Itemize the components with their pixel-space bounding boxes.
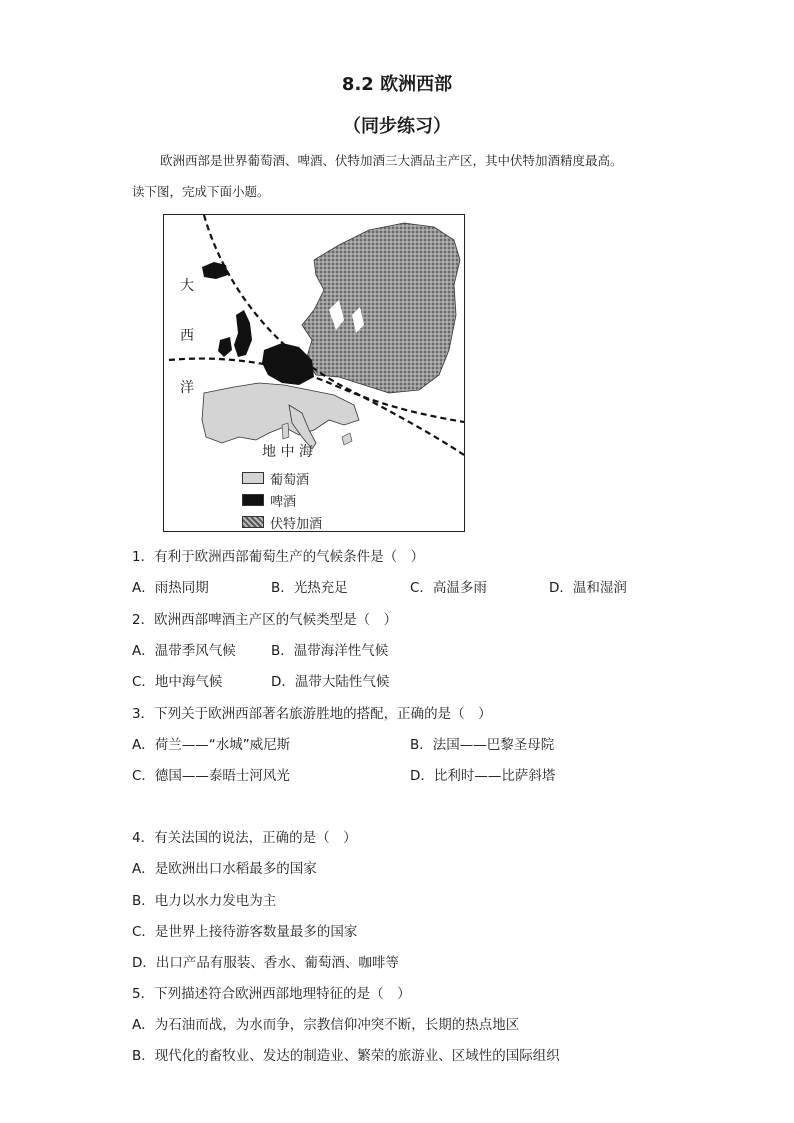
question-3-option-c: C．德国——泰晤士河风光	[132, 768, 290, 784]
question-4-option-b: B．电力以水力发电为主	[132, 893, 277, 909]
legend-swatch-wine	[242, 472, 264, 484]
question-2-stem: 2．欧洲西部啤酒主产区的气候类型是（ ）	[132, 612, 398, 628]
intro-line-2: 读下图，完成下面小题。	[132, 184, 270, 199]
question-2-option-c: C．地中海气候	[132, 674, 223, 690]
map-label-mediterranean: 地 中 海	[262, 444, 313, 460]
question-5-option-b: B．现代化的畜牧业、发达的制造业、繁荣的旅游业、区域性的国际组织	[132, 1048, 560, 1064]
map-label-atlantic-1: 大	[180, 278, 194, 294]
question-1-stem: 1．有利于欧洲西部葡萄生产的气候条件是（ ）	[132, 549, 425, 565]
map-drawing	[164, 215, 465, 532]
page-title: 8.2 欧洲西部	[341, 74, 453, 95]
question-4-stem: 4．有关法国的说法，正确的是（ ）	[132, 830, 357, 846]
page-subtitle: （同步练习）	[343, 116, 451, 137]
question-1-option-a: A．雨热同期	[132, 580, 209, 596]
question-1-option-c: C．高温多雨	[410, 580, 487, 596]
question-4-option-c: C．是世界上接待游客数量最多的国家	[132, 924, 358, 940]
question-4-option-a: A．是欧洲出口水稻最多的国家	[132, 861, 317, 877]
legend-label-vodka: 伏特加酒	[270, 517, 323, 532]
question-1-option-d: D．温和湿润	[549, 580, 627, 596]
question-3-option-d: D．比利时——比萨斜塔	[410, 768, 556, 784]
question-4-option-d: D．出口产品有服装、香水、葡萄酒、咖啡等	[132, 955, 399, 971]
legend-label-wine: 葡萄酒	[270, 473, 310, 488]
intro-line-1: 欧洲西部是世界葡萄酒、啤酒、伏特加酒三大酒品主产区，其中伏特加酒精度最高。	[160, 153, 623, 168]
question-2-option-d: D．温带大陆性气候	[271, 674, 390, 690]
beer-britain	[234, 310, 252, 357]
legend-swatch-beer	[242, 494, 264, 506]
question-3-option-a: A．荷兰——“水城”威尼斯	[132, 737, 291, 753]
question-2-option-b: B．温带海洋性气候	[271, 643, 389, 659]
question-5-stem: 5．下列描述符合欧洲西部地理特征的是（ ）	[132, 986, 411, 1002]
question-5-option-a: A．为石油而战，为水而争，宗教信仰冲突不断，长期的热点地区	[132, 1017, 520, 1033]
legend-label-beer: 啤酒	[270, 495, 297, 510]
beer-ireland	[218, 337, 232, 357]
map-label-atlantic-3: 洋	[180, 380, 194, 396]
question-1-option-b: B．光热充足	[271, 580, 348, 596]
europe-wine-map	[163, 214, 465, 532]
map-label-atlantic-2: 西	[180, 328, 194, 344]
wine-region	[202, 383, 359, 443]
question-3-option-b: B．法国——巴黎圣母院	[410, 737, 555, 753]
question-3-stem: 3．下列关于欧洲西部著名旅游胜地的搭配，正确的是（ ）	[132, 706, 492, 722]
question-2-option-a: A．温带季风气候	[132, 643, 236, 659]
legend-swatch-vodka	[242, 516, 264, 528]
vodka-region	[302, 223, 460, 393]
